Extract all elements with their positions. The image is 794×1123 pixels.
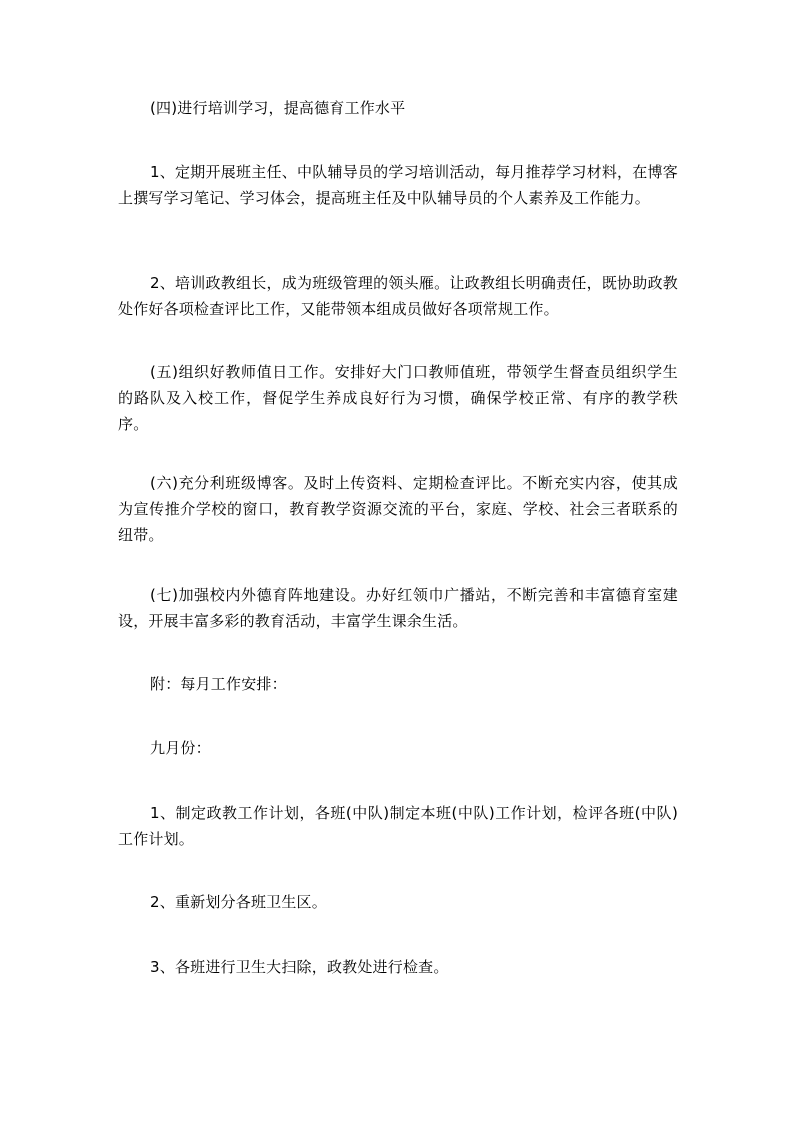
appendix-heading: 附：每月工作安排： [150,675,287,693]
paragraph-item-2-team-leaders: 2、培训政教组长，成为班级管理的领头雁。让政教组长明确责任，既协助政教处作好各项检查评比工作，又能带领本组成员做好各项常规工作。 [118,274,678,318]
paragraph-item-1-training: 1、定期开展班主任、中队辅导员的学习培训活动，每月推荐学习材料，在博客上撰写学习笔记、学习体会，提高班主任及中队辅导员的个人素养及工作能力。 [118,163,678,207]
section-heading-training: (四)进行培训学习，提高德育工作水平 [150,99,406,117]
section-paragraph-duty: (五)组织好教师值日工作。安排好大门口教师值班，带领学生督查员组织学生的路队及入校工作，督促学生养成良好行为习惯，确保学校正常、有序的教学秩序。 [118,363,678,433]
september-item-1: 1、制定政教工作计划，各班(中队)制定本班(中队)工作计划，检评各班(中队)工作计划。 [118,804,678,848]
section-paragraph-moral-base: (七)加强校内外德育阵地建设。办好红领巾广播站，不断完善和丰富德育室建设，开展丰富多彩的教育活动，丰富学生课余生活。 [118,586,678,630]
month-heading-september: 九月份： [150,739,211,757]
section-paragraph-blog: (六)充分利班级博客。及时上传资料、定期检查评比。不断充实内容，使其成为宣传推介学校的窗口，教育教学资源交流的平台，家庭、学校、社会三者联系的纽带。 [118,474,678,544]
september-item-2: 2、重新划分各班卫生区。 [150,893,327,911]
september-item-3: 3、各班进行卫生大扫除，政教处进行检查。 [150,958,449,976]
